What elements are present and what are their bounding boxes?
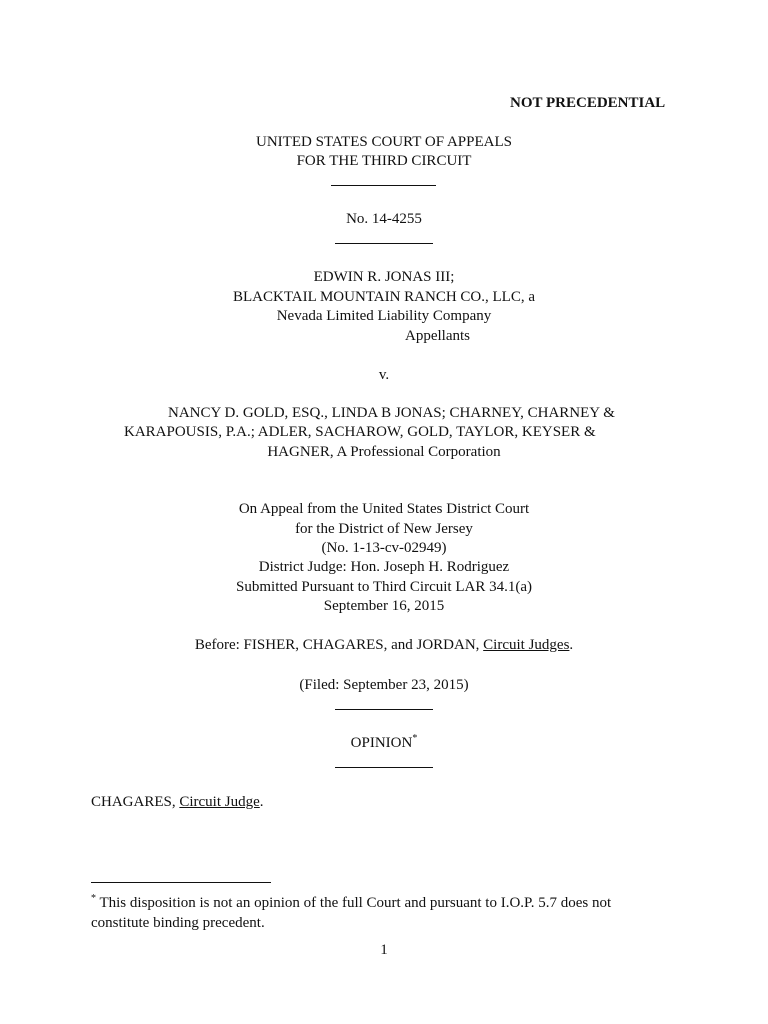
opinion-author-name: CHAGARES, [91,794,180,810]
appeal-line1: On Appeal from the United States District Court [238,501,530,517]
divider-rule [335,243,433,244]
appeal-line3: (No. 1-13-cv-02949) [321,540,447,556]
versus: v. [378,367,390,383]
appeal-line2: for the District of New Jersey [295,521,473,537]
divider-rule [335,767,433,768]
filed-date: (Filed: September 23, 2015) [299,677,469,693]
appeal-line4: District Judge: Hon. Joseph H. Rodriguez [258,559,510,575]
appellee-line2: KARAPOUSIS, P.A.; ADLER, SACHAROW, GOLD, TAYLOR, KEYSER & [124,424,596,440]
case-number: No. 14-4255 [346,211,422,227]
panel-judges-title: Circuit Judges [483,637,570,653]
appellant-line3: Nevada Limited Liability Company [276,308,492,324]
footnote-line1 [91,894,611,913]
page-number: 1 [380,942,388,958]
panel-judges [0,636,768,655]
appellant-line1: EDWIN R. JONAS III; [313,269,455,285]
opinion-heading [0,734,768,753]
opinion-footnote-marker: * [412,733,418,744]
footnote-line2: constitute binding precedent. [91,915,265,931]
appellant-role: Appellants [405,328,470,344]
court-name-line1: UNITED STATES COURT OF APPEALS [256,134,512,150]
appellee-line3: HAGNER, A Professional Corporation [267,444,501,460]
opinion-author-suffix: . [259,794,264,810]
appellant-line2: BLACKTAIL MOUNTAIN RANCH CO., LLC, a [232,289,536,305]
divider-rule [335,709,433,710]
footnote-text: This disposition is not an opinion of the full Court and pursuant to I.O.P. 5.7 does not [96,895,612,911]
opinion-author-title: Circuit Judge [179,794,260,810]
appeal-line6: September 16, 2015 [323,598,445,614]
footnote-separator [91,882,271,883]
appeal-line5: Submitted Pursuant to Third Circuit LAR 34.1(a) [236,579,532,595]
divider-rule [331,185,436,186]
court-name-line2: FOR THE THIRD CIRCUIT [296,153,472,169]
appellee-line1: NANCY D. GOLD, ESQ., LINDA B JONAS; CHARNEY, CHARNEY & [168,405,615,421]
footnote-marker: * [91,893,96,904]
precedential-status: NOT PRECEDENTIAL [510,95,666,111]
opinion-author [91,793,264,812]
opinion-heading-text: OPINION [350,735,413,751]
panel-judges-names: Before: FISHER, CHAGARES, and JORDAN, [194,637,484,653]
panel-judges-suffix: . [569,637,574,653]
